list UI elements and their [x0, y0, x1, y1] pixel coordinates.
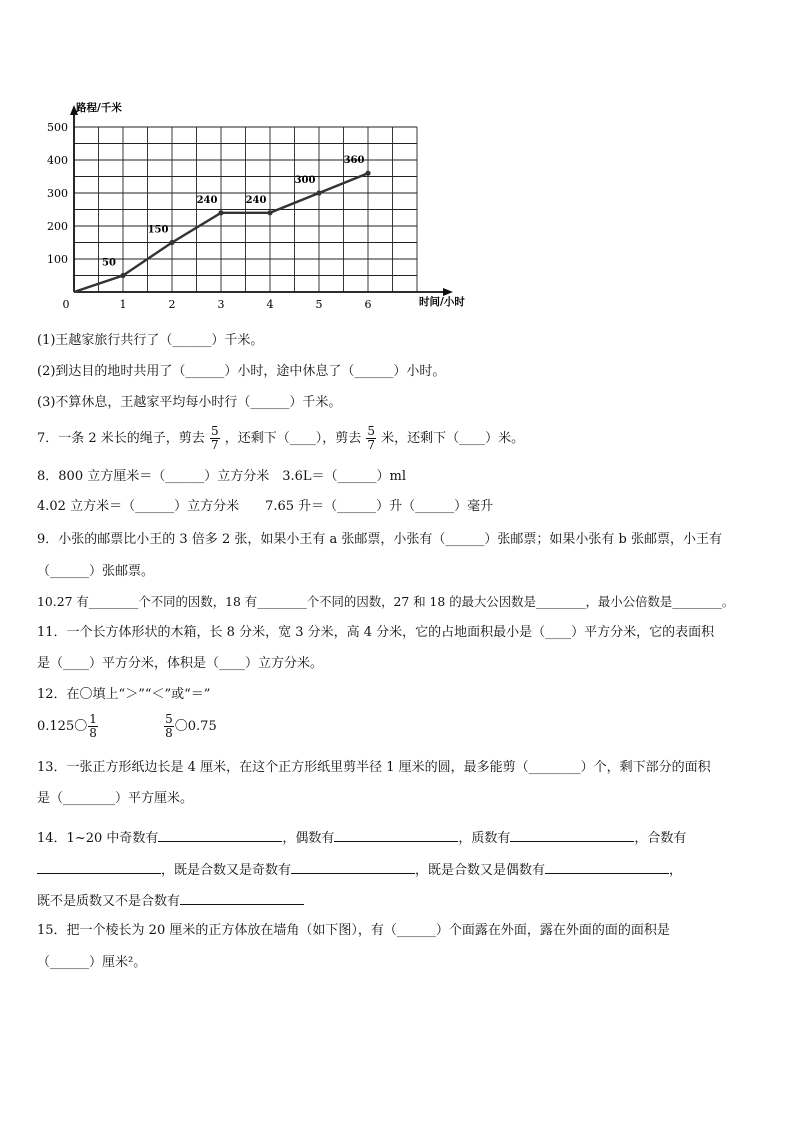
q14-text-e: ，既是合数又是奇数有: [161, 863, 292, 878]
q12-comparisons: [37, 710, 217, 744]
data-label: 240: [245, 194, 267, 206]
q14-line3: [37, 892, 304, 910]
q9-line1: 9．小张的邮票比小王的 3 倍多 2 张，如果小王有 a 张邮票，小张有（______）张邮票；如果小张有 b 张邮票，小王有: [37, 532, 722, 547]
data-point: [316, 190, 321, 195]
y-tick-label: 500: [47, 121, 68, 134]
q6-part3: (3)不算休息，王越家平均每小时行（______）千米。: [37, 395, 342, 410]
q7-text-b: ，还剩下（____），剪去: [224, 431, 362, 446]
x-axis-arrow: [443, 288, 453, 296]
data-label: 300: [294, 175, 316, 186]
distance-time-line-chart: [36, 88, 476, 320]
q14-blank-neither: [180, 892, 304, 905]
q14-blank-prime: [510, 829, 634, 842]
y-tick-label: 300: [47, 187, 68, 200]
data-label: 360: [343, 155, 365, 167]
q14-text-c: ，质数有: [458, 831, 511, 846]
x-tick-label: 6: [364, 298, 372, 311]
q8-line1: 8．800 立方厘米＝（______）立方分米 3.6L＝（______）ml: [37, 469, 407, 484]
y-tick-label: 400: [47, 154, 68, 167]
q15-line2: （______）厘米²。: [37, 955, 147, 970]
q14-text-a: 14．1~20 中奇数有: [37, 831, 159, 846]
q14-text-d: ，合数有: [634, 831, 687, 846]
q12-a-numerator: 1: [89, 712, 97, 726]
y-axis-label: 路程/千米: [76, 102, 122, 114]
q13-line1: 13．一张正方形纸边长是 4 厘米，在这个正方形纸里剪半径 1 厘米的圆，最多能剪（________）个，剩下部分的面积: [37, 760, 711, 775]
data-label: 50: [102, 257, 116, 269]
x-tick-label: 5: [315, 298, 323, 311]
q8-line2: 4.02 立方米＝（______）立方分米 7.65 升＝（______）升（______）毫升: [37, 499, 494, 514]
q12-b-denominator: 8: [165, 726, 173, 740]
q12-a-denominator: 8: [89, 726, 97, 740]
q7-fraction-2: [366, 425, 376, 452]
q14-line2: [37, 861, 682, 879]
q7-text-a: 7．一条 2 米长的绳子，剪去: [37, 431, 205, 446]
x-tick-label: 1: [119, 298, 127, 311]
q7: [37, 424, 524, 454]
q12-title: 12．在〇填上“＞”“＜”或“＝”: [37, 687, 211, 702]
x-tick-label: 3: [217, 298, 225, 311]
q7-text-c: 米，还剩下（____）米。: [381, 431, 525, 446]
q14-text-f: ，既是合数又是偶数有: [415, 863, 546, 878]
q7-fraction-2-denominator: 7: [367, 438, 376, 452]
x-tick-label: 2: [168, 298, 176, 311]
q14-blank-odd-composite: [291, 861, 415, 874]
q14-text-g: ，: [669, 863, 683, 878]
x-axis-label: 时间/小时: [419, 296, 465, 308]
q7-fraction-1-denominator: 7: [210, 438, 219, 452]
q14-blank-even-composite: [545, 861, 669, 874]
data-label: 150: [147, 224, 169, 236]
q7-fraction-1: [210, 425, 220, 452]
q6-part2: (2)到达目的地时共用了（______）小时，途中休息了（______）小时。: [37, 364, 446, 379]
q14-blank-odd: [158, 829, 282, 842]
data-point: [365, 171, 370, 176]
data-label: 240: [196, 194, 218, 206]
q13-line2: 是（________）平方厘米。: [37, 791, 194, 806]
q12-b-numerator: 5: [165, 712, 173, 726]
data-point: [169, 240, 174, 245]
q12-b-fraction: [164, 713, 174, 740]
q12-b-right: 〇0.75: [174, 719, 217, 734]
q7-fraction-2-numerator: 5: [367, 424, 376, 438]
q9-line2: （______）张邮票。: [37, 564, 155, 579]
q6-part1: (1)王越家旅行共行了（______）千米。: [37, 333, 264, 348]
q12-a-left: 0.125〇: [37, 719, 88, 734]
q14-text-b: ，偶数有: [282, 831, 335, 846]
y-tick-label: 200: [47, 220, 68, 233]
q7-fraction-1-numerator: 5: [210, 424, 219, 438]
data-point: [120, 273, 125, 278]
q14-text-h: 既不是质数又不是合数有: [37, 894, 181, 909]
y-tick-label: 100: [47, 253, 68, 266]
q10: 10.27 有________个不同的因数，18 有________个不同的因数，27 和 18 的最大公因数是________，最小公倍数是________。: [37, 594, 735, 609]
q14-blank-even: [334, 829, 458, 842]
data-point: [218, 210, 223, 215]
q14-line1: [37, 829, 686, 847]
x-tick-label: 0: [62, 298, 70, 311]
x-tick-label: 4: [266, 298, 274, 311]
data-point: [267, 210, 272, 215]
q12-a-fraction: [88, 713, 98, 740]
q14-blank-composite: [37, 861, 161, 874]
q11-line2: 是（____）平方分米，体积是（____）立方分米。: [37, 656, 324, 671]
q15-line1: 15．把一个棱长为 20 厘米的正方体放在墙角（如下图），有（______）个面露在外面，露在外面的面的面积是: [37, 923, 670, 938]
q11-line1: 11．一个长方体形状的木箱，长 8 分米，宽 3 分米，高 4 分米，它的占地面积最小是（____）平方分米，它的表面积: [37, 625, 715, 640]
